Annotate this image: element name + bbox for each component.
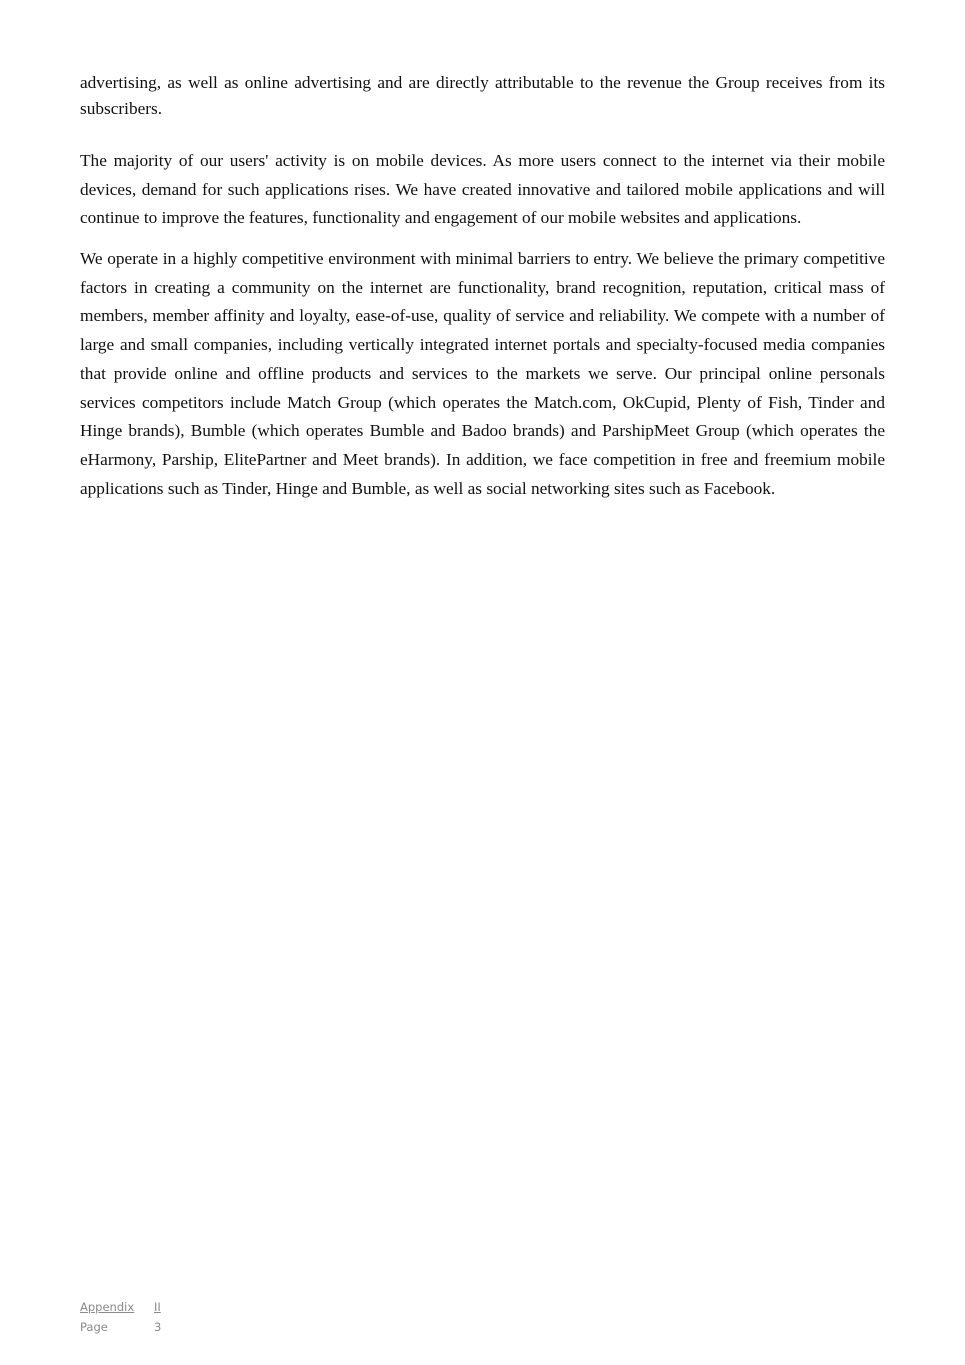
- footer-appendix-label: Appendix: [80, 1300, 135, 1314]
- footer-page-number: 3: [154, 1319, 162, 1334]
- paragraph-advertising-revenue: advertising, as well as online advertising and are directly attributable to the revenue the Group receives from its subscribers.: [80, 73, 885, 118]
- footer-page-label: Page: [80, 1319, 108, 1334]
- paragraph-mobile-devices: The majority of our users' activity is on mobile devices. As more users connect to the internet via their mobile devices, demand for such applications rises. We have created innovative and tailored mobile applications and will continue to improve the features, functionality and engagement of our mobile websites and applications.: [80, 151, 885, 228]
- footer-appendix-value: II: [154, 1300, 161, 1314]
- paragraph-competitive-environment: We operate in a highly competitive environment with minimal barriers to entry. We believe the primary competitive factors in creating a community on the internet are functionality, brand recognition, reputation, critical mass of members, member affinity and loyalty, ease-of-use, quality of service and reliability. We compete with a number of large and small companies, including vertically integrated internet portals and specialty-focused media companies that provide online and offline products and services to the markets we serve. Our principal online personals services competitors include Match Group (which operates the Match.com, OkCupid, Plenty of Fish, Tinder and Hinge brands), Bumble (which operates Bumble and Badoo brands) and ParshipMeet Group (which operates the eHarmony, Parship, ElitePartner and Meet brands). In addition, we face competition in free and freemium mobile applications such as Tinder, Hinge and Bumble, as well as social networking sites such as Facebook.: [80, 249, 885, 498]
- footer-appendix-row: [80, 1298, 161, 1318]
- page-footer: [80, 1298, 161, 1337]
- footer-page-row: [80, 1318, 161, 1338]
